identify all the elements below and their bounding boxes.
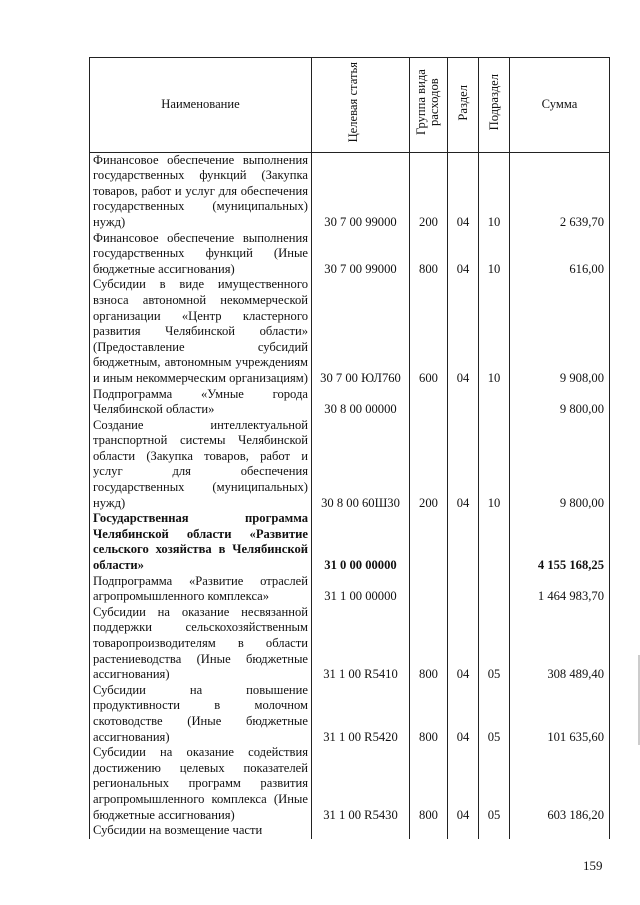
table-row	[90, 511, 610, 573]
row-group	[410, 387, 448, 418]
header-group-cell	[410, 58, 448, 153]
row-sum: 308 489,40	[510, 605, 610, 683]
row-subsection: 10	[479, 277, 510, 386]
row-section: 04	[448, 745, 479, 823]
row-target: 30 8 00 60Ш30	[312, 418, 410, 512]
row-section	[448, 574, 479, 605]
header-group: Группа вида расходов	[413, 69, 441, 136]
row-section: 04	[448, 231, 479, 278]
row-subsection: 10	[479, 418, 510, 512]
header-name: Наименование	[90, 58, 312, 153]
row-name: Субсидии на возмещение части	[90, 823, 312, 839]
row-section: 04	[448, 277, 479, 386]
row-group	[410, 574, 448, 605]
row-name: Субсидии на оказание содействия достижению целевых показателей региональных программ развития агропромышленного комплекса (Иные бюджетные ассигнования)	[90, 745, 312, 823]
row-name: Субсидии на оказание несвязанной поддержки сельскохозяйственным товаропроизводителям в области растениеводства (Иные бюджетные ассигнования)	[90, 605, 312, 683]
row-sum: 9 908,00	[510, 277, 610, 386]
row-target: 31 1 00 R5430	[312, 745, 410, 823]
row-sum: 9 800,00	[510, 387, 610, 418]
row-target: 30 7 00 ЮЛ760	[312, 277, 410, 386]
row-group: 800	[410, 605, 448, 683]
row-name: Финансовое обеспечение выполнения государственных функций (Закупка товаров, работ и услуг для обеспечения государственных (муниципальных) нужд)	[90, 152, 312, 230]
row-sum: 2 639,70	[510, 152, 610, 230]
row-group: 800	[410, 745, 448, 823]
table-row	[90, 823, 610, 839]
row-name: Субсидии в виде имущественного взноса автономной некоммерческой организации «Центр кластерного развития Челябинской области» (Предоставление субсидий бюджетным, автономным учреждениям и иным некоммерческим организациям)	[90, 277, 312, 386]
row-sum: 4 155 168,25	[510, 511, 610, 573]
table-row	[90, 231, 610, 278]
row-name: Создание интеллектуальной транспортной системы Челябинской области (Закупка товаров, работ и услуг для обеспечения государственных (муниципальных) нужд)	[90, 418, 312, 512]
row-section: 04	[448, 418, 479, 512]
row-group	[410, 823, 448, 839]
table-row	[90, 387, 610, 418]
row-name: Субсидии на повышение продуктивности в молочном скотоводстве (Иные бюджетные ассигнования)	[90, 683, 312, 745]
page-number: 159	[583, 858, 603, 873]
row-subsection: 05	[479, 683, 510, 745]
table-row	[90, 745, 610, 823]
row-target: 31 1 00 R5420	[312, 683, 410, 745]
header-target-cell	[312, 58, 410, 153]
row-section	[448, 387, 479, 418]
header-subsection: Подраздел	[486, 74, 501, 131]
row-sum: 1 464 983,70	[510, 574, 610, 605]
table-row	[90, 152, 610, 230]
row-name: Подпрограмма «Развитие отраслей агропромышленного комплекса»	[90, 574, 312, 605]
row-group: 200	[410, 418, 448, 512]
row-name: Финансовое обеспечение выполнения государственных функций (Иные бюджетные ассигнования)	[90, 231, 312, 278]
row-group: 600	[410, 277, 448, 386]
header-subsection-cell	[479, 58, 510, 153]
row-section: 04	[448, 683, 479, 745]
row-target: 30 7 00 99000	[312, 231, 410, 278]
table-body	[90, 152, 610, 839]
table-row	[90, 418, 610, 512]
row-group: 800	[410, 231, 448, 278]
row-group: 800	[410, 683, 448, 745]
row-target	[312, 823, 410, 839]
row-section: 04	[448, 152, 479, 230]
row-group	[410, 511, 448, 573]
row-subsection: 10	[479, 231, 510, 278]
row-section	[448, 511, 479, 573]
row-subsection	[479, 574, 510, 605]
header-section-cell	[448, 58, 479, 153]
row-target: 31 1 00 R5410	[312, 605, 410, 683]
header-target: Целевая статья	[345, 62, 360, 143]
row-subsection: 05	[479, 605, 510, 683]
row-subsection: 10	[479, 152, 510, 230]
row-sum	[510, 823, 610, 839]
header-sum: Сумма	[510, 58, 610, 153]
table-row	[90, 683, 610, 745]
row-subsection	[479, 387, 510, 418]
budget-table	[89, 57, 610, 839]
row-target: 31 0 00 00000	[312, 511, 410, 573]
row-subsection	[479, 823, 510, 839]
row-name: Подпрограмма «Умные города Челябинской области»	[90, 387, 312, 418]
row-target: 30 7 00 99000	[312, 152, 410, 230]
table-row	[90, 277, 610, 386]
row-section	[448, 823, 479, 839]
table-row	[90, 605, 610, 683]
row-target: 30 8 00 00000	[312, 387, 410, 418]
row-subsection: 05	[479, 745, 510, 823]
row-sum: 616,00	[510, 231, 610, 278]
header-row	[90, 58, 610, 153]
row-sum: 101 635,60	[510, 683, 610, 745]
row-name: Государственная программа Челябинской области «Развитие сельского хозяйства в Челябинской области»	[90, 511, 312, 573]
row-group: 200	[410, 152, 448, 230]
header-section: Раздел	[455, 84, 470, 121]
row-sum: 603 186,20	[510, 745, 610, 823]
row-subsection	[479, 511, 510, 573]
row-sum: 9 800,00	[510, 418, 610, 512]
row-target: 31 1 00 00000	[312, 574, 410, 605]
table-row	[90, 574, 610, 605]
row-section: 04	[448, 605, 479, 683]
